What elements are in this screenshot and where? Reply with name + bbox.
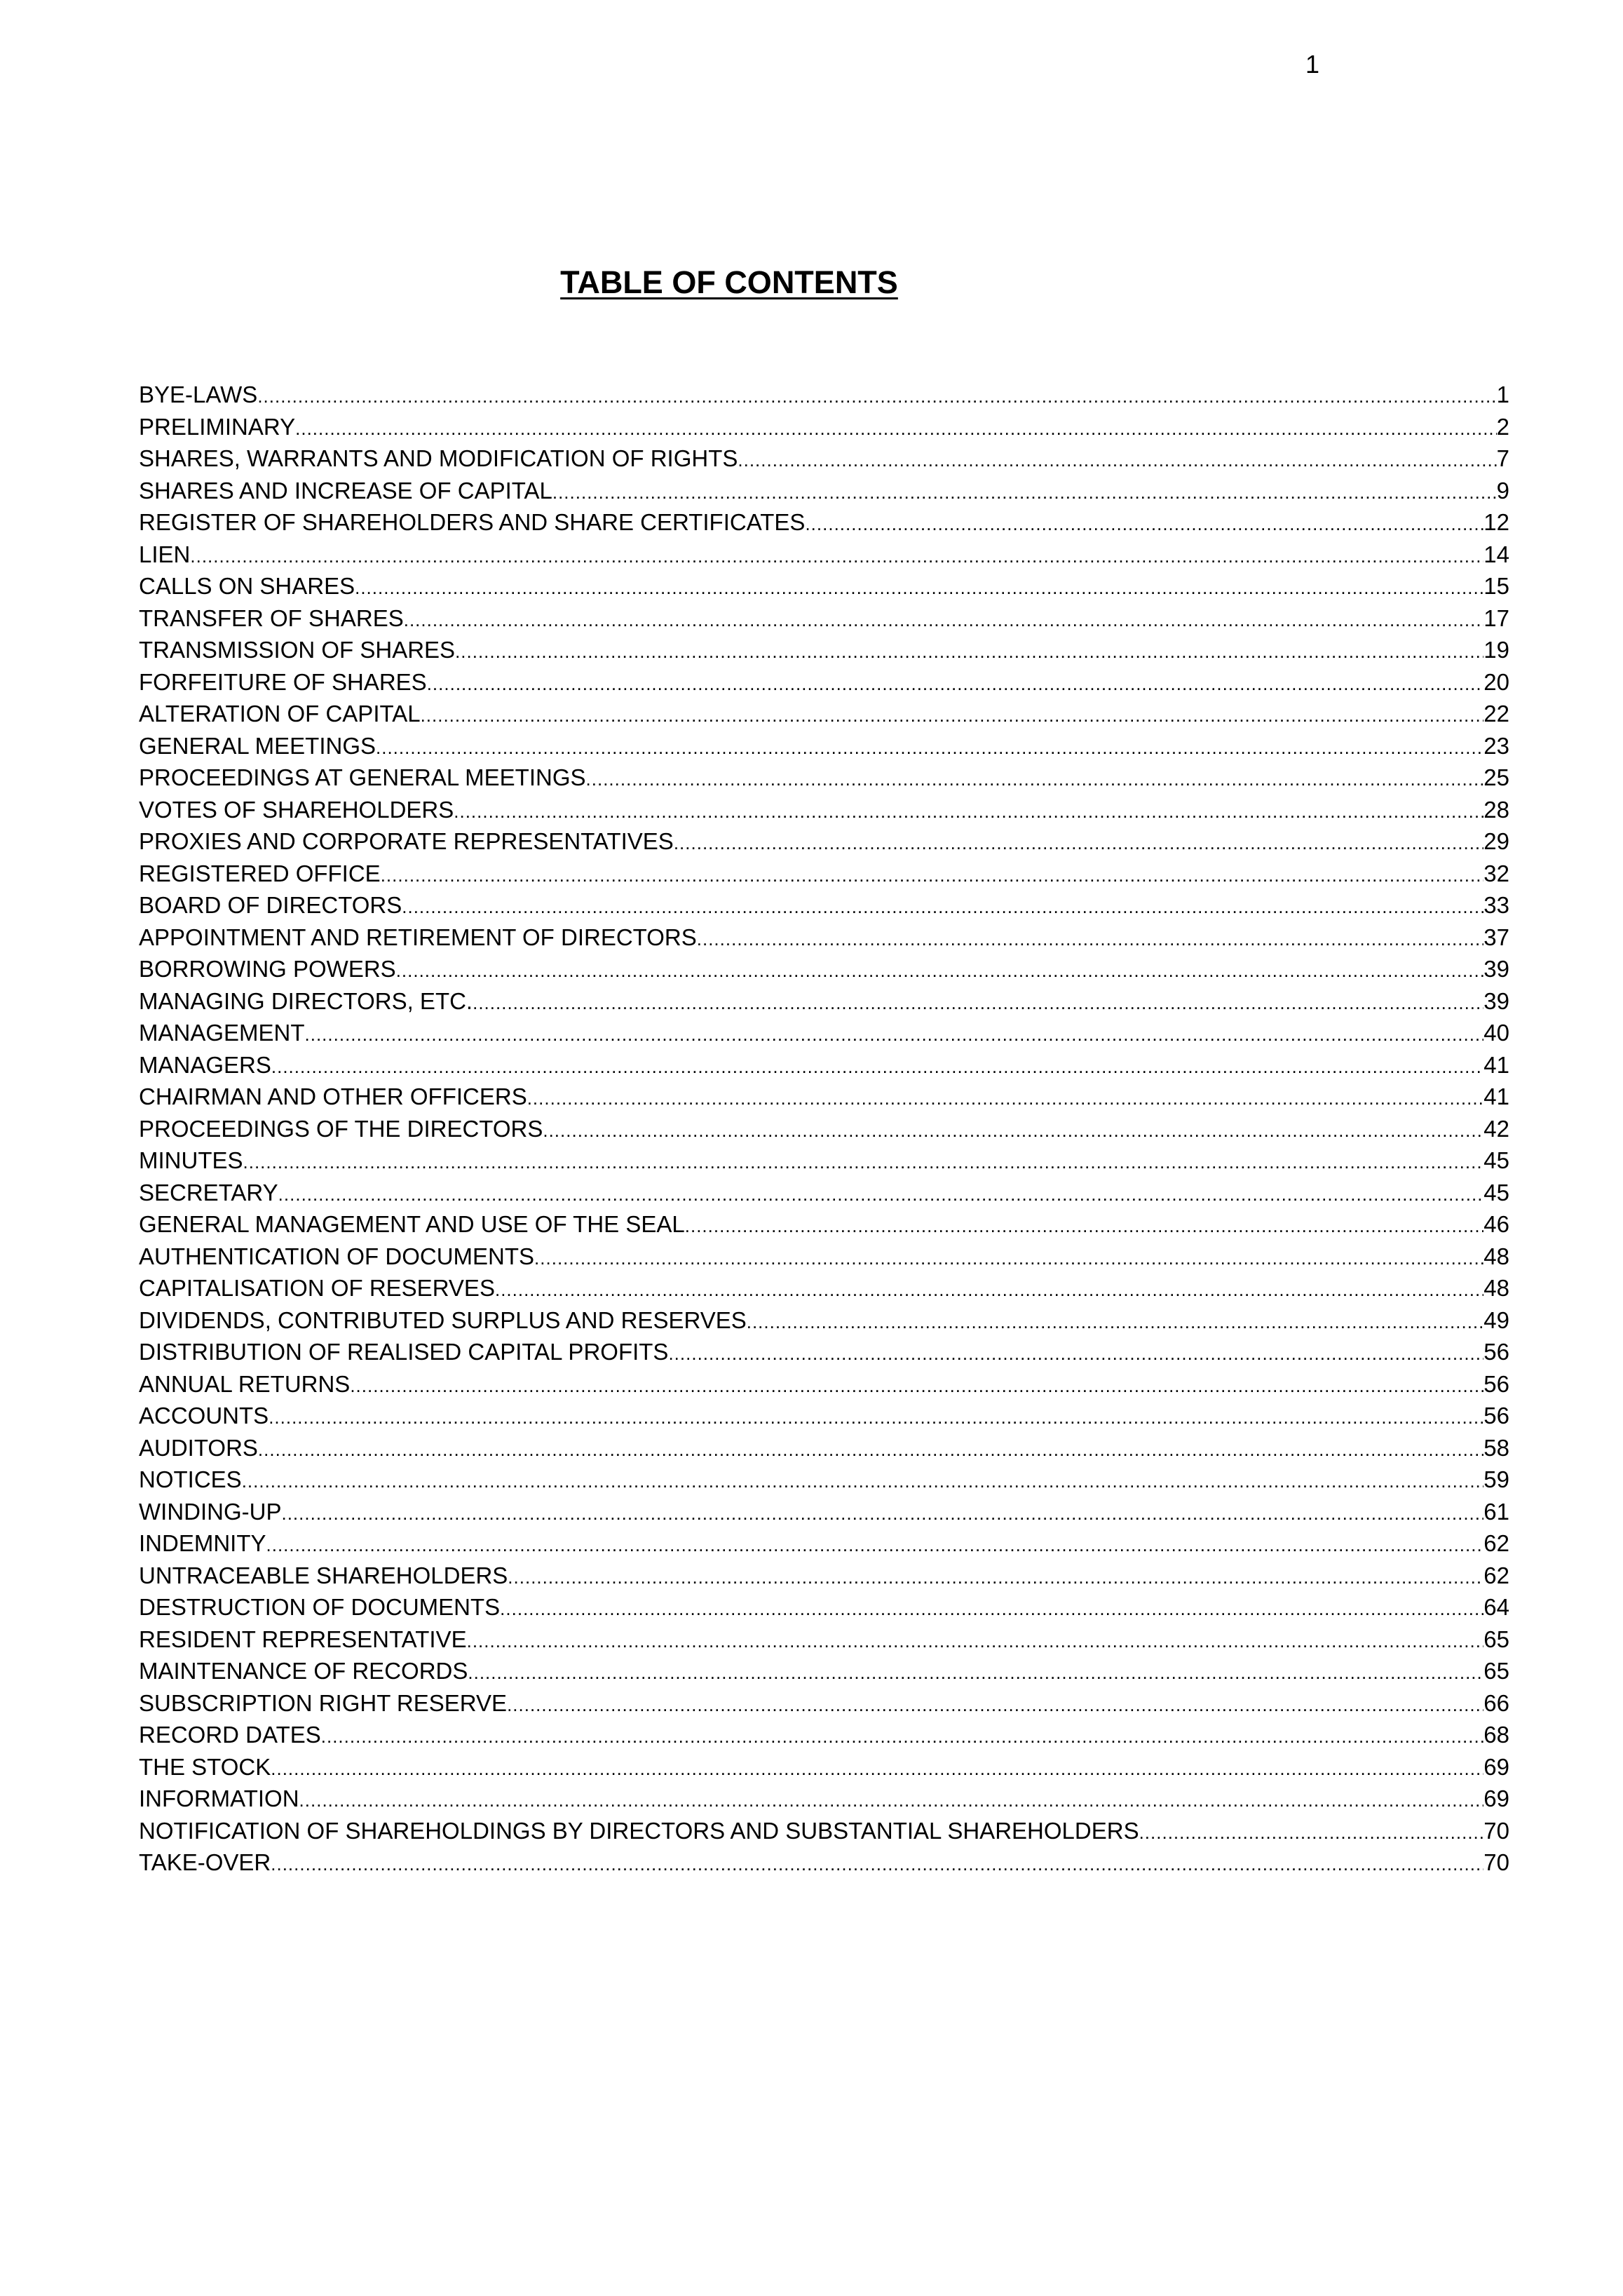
toc-entry-page-number: 56 [1483, 1403, 1509, 1429]
toc-entry-page-number: 23 [1483, 732, 1509, 759]
toc-entry-page-number: 17 [1483, 605, 1509, 631]
toc-entry-label: FORFEITURE OF SHARES [139, 668, 427, 695]
toc-entry[interactable] [139, 1272, 1509, 1304]
dot-leader [455, 636, 1483, 666]
toc-entry[interactable] [139, 985, 1509, 1018]
toc-entry[interactable] [139, 1751, 1509, 1783]
toc-entry[interactable] [139, 1177, 1509, 1209]
toc-entry[interactable] [139, 379, 1509, 411]
toc-entry-page-number: 48 [1483, 1275, 1509, 1301]
toc-entry[interactable] [139, 1560, 1509, 1592]
toc-entry[interactable] [139, 825, 1509, 858]
toc-entry-label: MANAGEMENT [139, 1020, 305, 1046]
dot-leader [271, 1051, 1483, 1081]
toc-entry-label: REGISTERED OFFICE [139, 860, 381, 886]
toc-entry-label: ALTERATION OF CAPITAL [139, 701, 421, 727]
toc-entry-page-number: 59 [1483, 1466, 1509, 1492]
table-of-contents [139, 379, 1509, 1879]
toc-entry-label: SHARES, WARRANTS AND MODIFICATION OF RIGHTS [139, 445, 738, 471]
dot-leader [454, 796, 1483, 826]
toc-entry-label: SHARES AND INCREASE OF CAPITAL [139, 477, 552, 504]
dot-leader [396, 955, 1484, 985]
page-title: TABLE OF CONTENTS [560, 264, 898, 300]
toc-entry-page-number: 40 [1483, 1020, 1509, 1046]
toc-entry-page-number: 66 [1483, 1689, 1509, 1716]
toc-entry[interactable] [139, 1304, 1509, 1337]
toc-entry-label: MANAGERS [139, 1051, 271, 1078]
toc-entry[interactable] [139, 570, 1509, 602]
toc-entry[interactable] [139, 475, 1509, 507]
toc-entry-page-number: 49 [1483, 1306, 1509, 1333]
toc-entry-page-number: 56 [1483, 1339, 1509, 1365]
dot-leader [697, 924, 1484, 954]
dot-leader [266, 1529, 1484, 1560]
toc-entry[interactable] [139, 602, 1509, 635]
toc-entry[interactable] [139, 794, 1509, 826]
toc-entry-page-number: 61 [1483, 1498, 1509, 1525]
toc-entry[interactable] [139, 1655, 1509, 1687]
toc-entry-label: BYE-LAWS [139, 381, 258, 407]
dot-leader [404, 605, 1484, 635]
toc-entry-page-number: 1 [1496, 381, 1509, 407]
toc-entry-label: CALLS ON SHARES [139, 573, 355, 599]
dot-leader [243, 1147, 1484, 1177]
toc-entry-label: TAKE-OVER [139, 1849, 271, 1875]
dot-leader [586, 764, 1484, 794]
toc-entry-page-number: 45 [1483, 1147, 1509, 1173]
toc-entry-label: SECRETARY [139, 1179, 278, 1206]
toc-entry-label: BORROWING POWERS [139, 956, 396, 982]
dot-leader [421, 700, 1484, 730]
toc-entry-page-number: 62 [1483, 1530, 1509, 1556]
dot-leader [500, 1593, 1483, 1623]
toc-entry[interactable] [139, 858, 1509, 890]
toc-entry[interactable] [139, 1432, 1509, 1464]
toc-entry-label: LIEN [139, 541, 191, 567]
toc-entry[interactable] [139, 1623, 1509, 1656]
dot-leader [299, 1785, 1484, 1815]
toc-entry-page-number: 41 [1483, 1083, 1509, 1109]
toc-entry-page-number: 58 [1483, 1434, 1509, 1461]
dot-leader [805, 508, 1483, 539]
dot-leader [257, 381, 1496, 411]
toc-entry-label: RECORD DATES [139, 1722, 321, 1748]
toc-entry-label: NOTICES [139, 1466, 242, 1492]
toc-entry-label: CAPITALISATION OF RESERVES [139, 1275, 495, 1301]
toc-entry[interactable] [139, 1208, 1509, 1241]
toc-entry[interactable] [139, 1049, 1509, 1081]
dot-leader [278, 1179, 1484, 1209]
dot-leader [738, 445, 1496, 475]
dot-leader [355, 572, 1483, 602]
dot-leader [376, 732, 1483, 762]
toc-entry-label: REGISTER OF SHAREHOLDERS AND SHARE CERTIFICATES [139, 509, 806, 535]
toc-entry[interactable] [139, 1017, 1509, 1049]
dot-leader [295, 413, 1497, 443]
toc-entry-label: PRELIMINARY [139, 413, 296, 440]
toc-entry-page-number: 45 [1483, 1179, 1509, 1206]
toc-entry-page-number: 9 [1496, 477, 1509, 504]
dot-leader [402, 891, 1483, 921]
dot-leader [552, 477, 1497, 507]
toc-entry[interactable] [139, 539, 1509, 571]
dot-leader [242, 1466, 1484, 1496]
toc-entry-page-number: 39 [1483, 956, 1509, 982]
toc-entry-page-number: 41 [1483, 1051, 1509, 1078]
toc-entry-page-number: 39 [1483, 987, 1509, 1014]
toc-entry-page-number: 32 [1483, 860, 1509, 886]
toc-entry[interactable] [139, 1144, 1509, 1177]
toc-entry-label: INDEMNITY [139, 1530, 266, 1556]
dot-leader [190, 541, 1483, 571]
toc-entry[interactable] [139, 411, 1509, 443]
toc-entry-page-number: 25 [1483, 764, 1509, 790]
toc-entry-label: PROCEEDINGS AT GENERAL MEETINGS [139, 764, 586, 790]
toc-entry-label: RESIDENT REPRESENTATIVE [139, 1626, 467, 1652]
toc-entry-label: WINDING-UP [139, 1498, 282, 1525]
toc-entry-page-number: 28 [1483, 796, 1509, 823]
toc-entry-page-number: 2 [1496, 413, 1509, 440]
toc-entry[interactable] [139, 1687, 1509, 1720]
dot-leader [258, 1434, 1483, 1464]
toc-entry[interactable] [139, 666, 1509, 698]
dot-leader [747, 1306, 1484, 1337]
toc-entry-page-number: 14 [1483, 541, 1509, 567]
dot-leader [473, 987, 1483, 1018]
dot-leader [543, 1115, 1483, 1145]
dot-leader [269, 1402, 1483, 1432]
toc-entry[interactable] [139, 921, 1509, 954]
dot-leader [668, 1338, 1483, 1368]
toc-entry-label: GENERAL MEETINGS [139, 732, 376, 759]
toc-entry-page-number: 29 [1483, 828, 1509, 854]
toc-entry[interactable] [139, 1113, 1509, 1145]
toc-entry-label: PROCEEDINGS OF THE DIRECTORS [139, 1115, 543, 1142]
toc-entry[interactable] [139, 1815, 1509, 1847]
toc-entry-label: BOARD OF DIRECTORS [139, 892, 402, 918]
toc-entry-label: CHAIRMAN AND OTHER OFFICERS [139, 1083, 527, 1109]
dot-leader [508, 1562, 1483, 1592]
dot-leader [495, 1274, 1483, 1304]
toc-entry-page-number: 62 [1483, 1562, 1509, 1588]
dot-leader [1139, 1817, 1484, 1847]
toc-entry-label: ACCOUNTS [139, 1403, 269, 1429]
toc-entry[interactable] [139, 1081, 1509, 1113]
toc-entry[interactable] [139, 1527, 1509, 1560]
dot-leader [467, 1626, 1484, 1656]
toc-entry[interactable] [139, 1368, 1509, 1400]
toc-entry-label: TRANSMISSION OF SHARES [139, 637, 456, 663]
dot-leader [534, 1243, 1483, 1273]
toc-entry[interactable] [139, 730, 1509, 762]
toc-entry-label: MAINTENANCE OF RECORDS [139, 1658, 468, 1684]
dot-leader [427, 668, 1484, 698]
toc-entry-label: PROXIES AND CORPORATE REPRESENTATIVES [139, 828, 674, 854]
toc-entry-page-number: 22 [1483, 701, 1509, 727]
toc-entry-label: ANNUAL RETURNS [139, 1370, 351, 1397]
toc-entry[interactable] [139, 1400, 1509, 1432]
toc-entry[interactable] [139, 762, 1509, 794]
toc-entry-page-number: 20 [1483, 668, 1509, 695]
toc-entry[interactable] [139, 1719, 1509, 1751]
dot-leader [321, 1721, 1484, 1751]
page-number: 1 [1305, 50, 1320, 79]
toc-entry-label: INFORMATION [139, 1785, 299, 1811]
toc-entry-page-number: 56 [1483, 1370, 1509, 1397]
toc-entry[interactable] [139, 1591, 1509, 1623]
toc-entry-label: SUBSCRIPTION RIGHT RESERVE [139, 1689, 508, 1716]
toc-entry-label: VOTES OF SHAREHOLDERS [139, 796, 454, 823]
toc-entry[interactable] [139, 1496, 1509, 1528]
toc-entry-label: GENERAL MANAGEMENT AND USE OF THE SEAL [139, 1211, 685, 1237]
toc-entry[interactable] [139, 506, 1509, 539]
toc-entry-label: UNTRACEABLE SHAREHOLDERS [139, 1562, 508, 1588]
dot-leader [527, 1083, 1484, 1113]
toc-entry[interactable] [139, 1336, 1509, 1368]
toc-entry-page-number: 64 [1483, 1594, 1509, 1620]
toc-entry[interactable] [139, 953, 1509, 985]
toc-entry-page-number: 19 [1483, 637, 1509, 663]
toc-entry-page-number: 68 [1483, 1722, 1509, 1748]
toc-entry-page-number: 33 [1483, 892, 1509, 918]
toc-entry[interactable] [139, 443, 1509, 475]
toc-entry-page-number: 65 [1483, 1658, 1509, 1684]
toc-entry-page-number: 70 [1483, 1849, 1509, 1875]
toc-entry-label: DISTRIBUTION OF REALISED CAPITAL PROFITS [139, 1339, 669, 1365]
toc-entry-page-number: 69 [1483, 1753, 1509, 1780]
toc-entry-page-number: 65 [1483, 1626, 1509, 1652]
toc-entry-label: MANAGING DIRECTORS, ETC. [139, 987, 473, 1014]
toc-entry[interactable] [139, 698, 1509, 730]
dot-leader [281, 1498, 1483, 1528]
dot-leader [305, 1019, 1484, 1049]
toc-entry[interactable] [139, 1846, 1509, 1879]
toc-entry[interactable] [139, 1241, 1509, 1273]
toc-entry-label: AUTHENTICATION OF DOCUMENTS [139, 1243, 535, 1269]
toc-entry-page-number: 42 [1483, 1115, 1509, 1142]
toc-entry-label: DIVIDENDS, CONTRIBUTED SURPLUS AND RESERVES [139, 1306, 747, 1333]
toc-entry-page-number: 69 [1483, 1785, 1509, 1811]
toc-entry-page-number: 70 [1483, 1817, 1509, 1844]
toc-entry[interactable] [139, 634, 1509, 666]
toc-entry[interactable] [139, 889, 1509, 921]
toc-entry-page-number: 46 [1483, 1211, 1509, 1237]
toc-entry-page-number: 7 [1496, 445, 1509, 471]
dot-leader [685, 1210, 1484, 1241]
toc-entry-label: NOTIFICATION OF SHAREHOLDINGS BY DIRECTORS AND SUBSTANTIAL SHAREHOLDERS [139, 1817, 1139, 1844]
toc-entry-label: APPOINTMENT AND RETIREMENT OF DIRECTORS [139, 924, 697, 950]
dot-leader [507, 1689, 1483, 1720]
toc-entry-page-number: 12 [1483, 509, 1509, 535]
toc-entry-label: DESTRUCTION OF DOCUMENTS [139, 1594, 501, 1620]
toc-entry-page-number: 48 [1483, 1243, 1509, 1269]
dot-leader [674, 828, 1483, 858]
toc-entry-page-number: 37 [1483, 924, 1509, 950]
toc-entry[interactable] [139, 1783, 1509, 1815]
dot-leader [350, 1370, 1483, 1400]
toc-entry-label: MINUTES [139, 1147, 243, 1173]
dot-leader [271, 1849, 1483, 1879]
toc-entry[interactable] [139, 1464, 1509, 1496]
dot-leader [271, 1753, 1483, 1783]
toc-entry-label: TRANSFER OF SHARES [139, 605, 404, 631]
toc-entry-page-number: 15 [1483, 573, 1509, 599]
toc-entry-label: AUDITORS [139, 1434, 258, 1461]
toc-entry-label: THE STOCK [139, 1753, 271, 1780]
dot-leader [381, 860, 1484, 890]
dot-leader [468, 1657, 1483, 1687]
